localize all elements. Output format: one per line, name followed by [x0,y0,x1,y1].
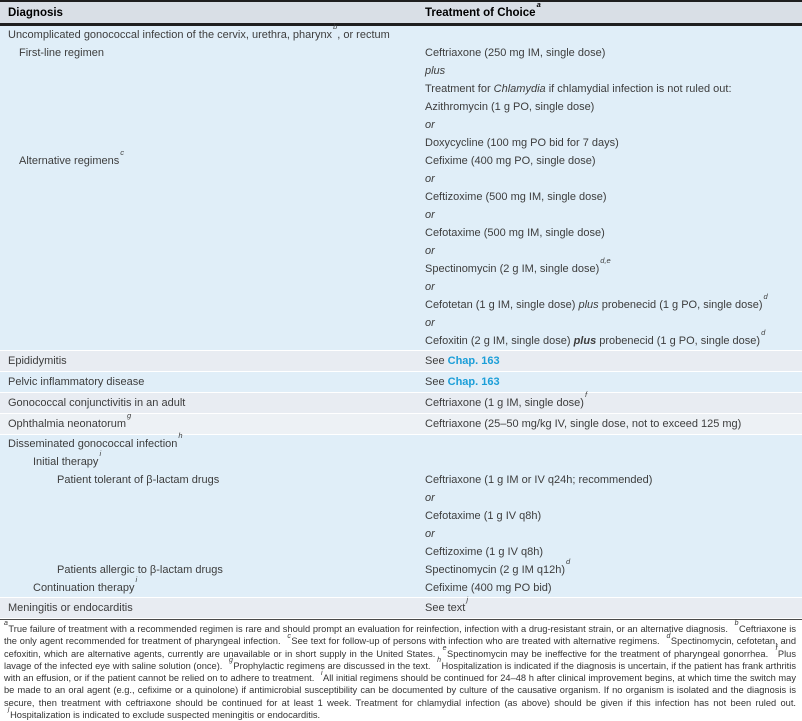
table-row [0,256,802,278]
text-segment: Ceftriaxone (1 g IM or IV q24h; recommended) [425,474,653,486]
footnote-text: True failure of treatment with a recommended regimen is rare and should prompt an evaluation for reinfection, infection with a drug-resistant strain, or an alternative diagnosis. [8,624,728,634]
text-segment: Ceftizoxime (1 g IV q8h) [425,546,543,558]
treatment-cell [425,557,802,576]
footnote-text: Hospitalization is indicated to exclude suspected meningitis or endocarditis. [10,710,321,721]
text-segment: plus [578,299,599,311]
footnote-marker: c [287,632,291,640]
treatment-cell [425,65,802,77]
footnote-text: Hospitalization is indicated if the diagnosis is uncertain, if the patient has frank arthritis with an effusion, or if the patient cannot be relied on to adhere to treatment. [4,660,796,684]
table-row [0,206,802,224]
text-segment: Alternative regimens [19,155,120,167]
footnote-text: Plus lavage of the infected eye with saline solution (once). [4,648,796,671]
table-section [0,371,802,392]
text-segment: First-line regimen [19,47,104,59]
text-segment: Cefotetan (1 g IM, single dose) [425,299,579,311]
text-segment: Patients allergic to β-lactam drugs [57,564,223,576]
footnote-text: Ceftriaxone is the only agent recommended for treatment of pharyngeal infection. [4,624,796,647]
table-row [0,411,802,433]
diagnosis-cell [0,431,425,450]
footnote-marker: a [4,620,8,628]
treatment-cell [425,376,802,388]
treatment-cell [425,474,802,486]
footnote-text: Spectinomycin may be ineffective for the treatment of pharyngeal gonorrhea. [447,648,769,659]
text-segment: Patient tolerant of β-lactam drugs [57,474,220,486]
footnote-marker: e [442,645,447,652]
diagnosis-cell [0,376,425,388]
treatment-cell [425,101,802,113]
footnote-marker: i [320,669,323,677]
table-row [0,116,802,134]
footnote-marker: d [566,557,571,567]
treatment-cell [425,546,802,558]
table-row [0,328,802,350]
text-segment: See text [425,602,466,614]
table-row [0,80,802,98]
text-segment: Azithromycin (1 g PO, single dose) [425,101,595,113]
table-row [0,595,802,617]
table-row [0,525,802,543]
footnote-marker: a [536,0,541,9]
text-segment: Ceftriaxone (250 mg IM, single dose) [425,47,606,59]
table-row [0,278,802,296]
footnote-text: All initial regimens should be continued for 24–48 h after clinical improvement begins, at which time the switch may be made to an oral agent (e.g., cefixime or a quinolone) if antimicrobial susceptibility can be documented by culture of the causative organism. If no organism is isolated and the diagnosis is secure, then treatment with ceftriaxone should be continued for at least 1 week. Treatment for chlamydial infection (as above) should be given if this infection has not been ruled out. [4,673,796,708]
text-segment: or [425,317,435,329]
table-section [0,392,802,413]
footnote-marker: d [761,328,766,338]
text-segment: or [425,119,435,131]
text-segment: or [425,492,435,504]
treatment-column-header [425,0,802,19]
treatment-cell [425,155,802,167]
footnote-text: Prophylactic regimens are discussed in the text. [233,660,431,671]
text-segment: Ophthalmia neonatorum [8,418,127,430]
table-row [0,22,802,44]
diagnosis-cell [0,22,425,41]
text-segment: Ceftriaxone (25–50 mg/kg IV, single dose, not to exceed 125 mg) [425,418,742,430]
diagnosis-cell [0,411,425,430]
text-segment: probenecid (1 g PO, single dose) [598,299,763,311]
table-row [0,242,802,260]
footnote-marker: d [666,632,671,640]
diagnosis-cell [0,355,425,367]
table-section [0,597,802,618]
treatment-cell [425,595,802,614]
diagnosis-cell [0,47,425,59]
text-segment: , or rectum [337,29,390,41]
diagnosis-cell [0,575,425,594]
treatment-cell [425,292,802,311]
table-row [0,62,802,80]
text-segment: Disseminated gonococcal infection [8,438,178,450]
treatment-cell [425,173,802,185]
footnote-marker: j [8,706,10,714]
table-row [0,44,802,62]
text-segment: Cefixime (400 mg PO bid) [425,582,552,594]
text-segment: Uncomplicated gonococcal infection of the cervix, urethra, pharynx [8,29,333,41]
text-segment: Cefotaxime (1 g IV q8h) [425,510,542,522]
chapter-link[interactable]: Chap. 163 [447,376,500,388]
treatment-cell [425,317,802,329]
table-row [0,224,802,242]
treatment-cell [425,191,802,203]
table-row [0,489,802,507]
text-segment: Treatment for [425,83,494,95]
table-row [0,292,802,314]
text-segment: probenecid (1 g PO, single dose) [596,335,761,347]
diagnosis-cell [0,564,425,576]
table-row [0,390,802,412]
table-header-row [0,0,802,26]
treatment-cell [425,418,802,430]
table-row [0,188,802,206]
treatment-cell [425,256,802,275]
footnote-marker: d,e [600,256,611,266]
treatment-header-label: Treatment of Choice [425,6,536,19]
text-segment: plus [573,335,597,347]
table-row [0,575,802,597]
text-segment: Cefoxitin (2 g IM, single dose) [425,335,574,347]
treatment-cell [425,227,802,239]
treatment-cell [425,281,802,293]
footnote-marker: d [763,292,768,302]
text-segment: Cefotaxime (500 mg IM, single dose) [425,227,605,239]
text-segment: Meningitis or endocarditis [8,602,133,614]
treatment-cell [425,528,802,540]
text-segment: or [425,281,435,293]
table-row [0,449,802,471]
treatment-cell [425,47,802,59]
diagnosis-cell [0,474,425,486]
text-segment: See [425,355,448,367]
table-row [0,98,802,116]
chapter-link[interactable]: Chap. 163 [447,355,500,367]
footnote-marker: g [127,411,132,421]
text-segment: Ceftriaxone (1 g IM, single dose) [425,397,584,409]
text-segment: Initial therapy [33,456,99,468]
table-section [0,350,802,371]
footnote-text: Spectinomycin, cefotetan, and cefoxitin, which are alternative agents, currently are unavailable or in short supply in the United States. [4,636,796,659]
text-segment: See [425,376,448,388]
footnotes [0,619,802,721]
table-row [0,557,802,579]
text-segment: plus [425,65,446,77]
text-segment: Spectinomycin (2 g IM, single dose) [425,263,600,275]
diagnosis-cell [0,148,425,167]
table-section [0,431,802,597]
treatment-cell [425,245,802,257]
treatment-cell [425,328,802,347]
treatment-cell [425,582,802,594]
treatment-cell [425,119,802,131]
diagnosis-cell [0,397,425,409]
table-row [0,543,802,561]
footnote-marker: c [120,148,125,158]
table-section [0,22,802,350]
table-row [0,471,802,489]
text-segment: Spectinomycin (2 g IM q12h) [425,564,566,576]
treatment-cell [425,83,802,95]
text-segment: Gonococcal conjunctivitis in an adult [8,397,186,409]
text-segment: Cefixime (400 mg PO, single dose) [425,155,596,167]
footnote-marker: f [775,645,778,652]
table-row [0,314,802,332]
footnote-marker: i [99,449,102,459]
footnote-marker: b [734,620,739,628]
text-segment: Continuation therapy [33,582,135,594]
footnote-marker: h [178,431,183,441]
treatment-cell [425,492,802,504]
diagnosis-cell [0,449,425,468]
text-segment: Doxycycline (100 mg PO bid for 7 days) [425,137,619,149]
treatment-cell [425,510,802,522]
table-section [0,413,802,434]
diagnosis-cell [0,602,425,614]
text-segment: or [425,173,435,185]
text-segment: Ceftizoxime (500 mg IM, single dose) [425,191,607,203]
text-segment: if chlamydial infection is not ruled out: [545,83,732,95]
footnote-text: See text for follow-up of persons with infection who are treated with alternative regimens. [291,636,660,647]
footnote-marker: b [333,22,338,32]
text-segment: or [425,245,435,257]
text-segment: Chlamydia [493,83,546,95]
table-row [0,373,802,391]
treatment-cell [425,355,802,367]
table-row [0,170,802,188]
footnote-marker: h [437,657,442,665]
footnote-marker: j [466,595,469,605]
footnote-marker: i [135,575,138,585]
treatment-cell [425,390,802,409]
table-body [0,22,802,618]
table-row [0,431,802,453]
text-segment: Epididymitis [8,355,67,367]
text-segment: or [425,209,435,221]
footnote-marker: f [584,390,588,400]
footnote-marker: g [229,657,233,665]
text-segment: Pelvic inflammatory disease [8,376,145,388]
table-row [0,148,802,170]
diagnosis-column-header: Diagnosis [8,6,63,19]
treatment-cell [425,209,802,221]
table-row [0,507,802,525]
text-segment: or [425,528,435,540]
table-row [0,352,802,370]
treatment-cell [425,137,802,149]
